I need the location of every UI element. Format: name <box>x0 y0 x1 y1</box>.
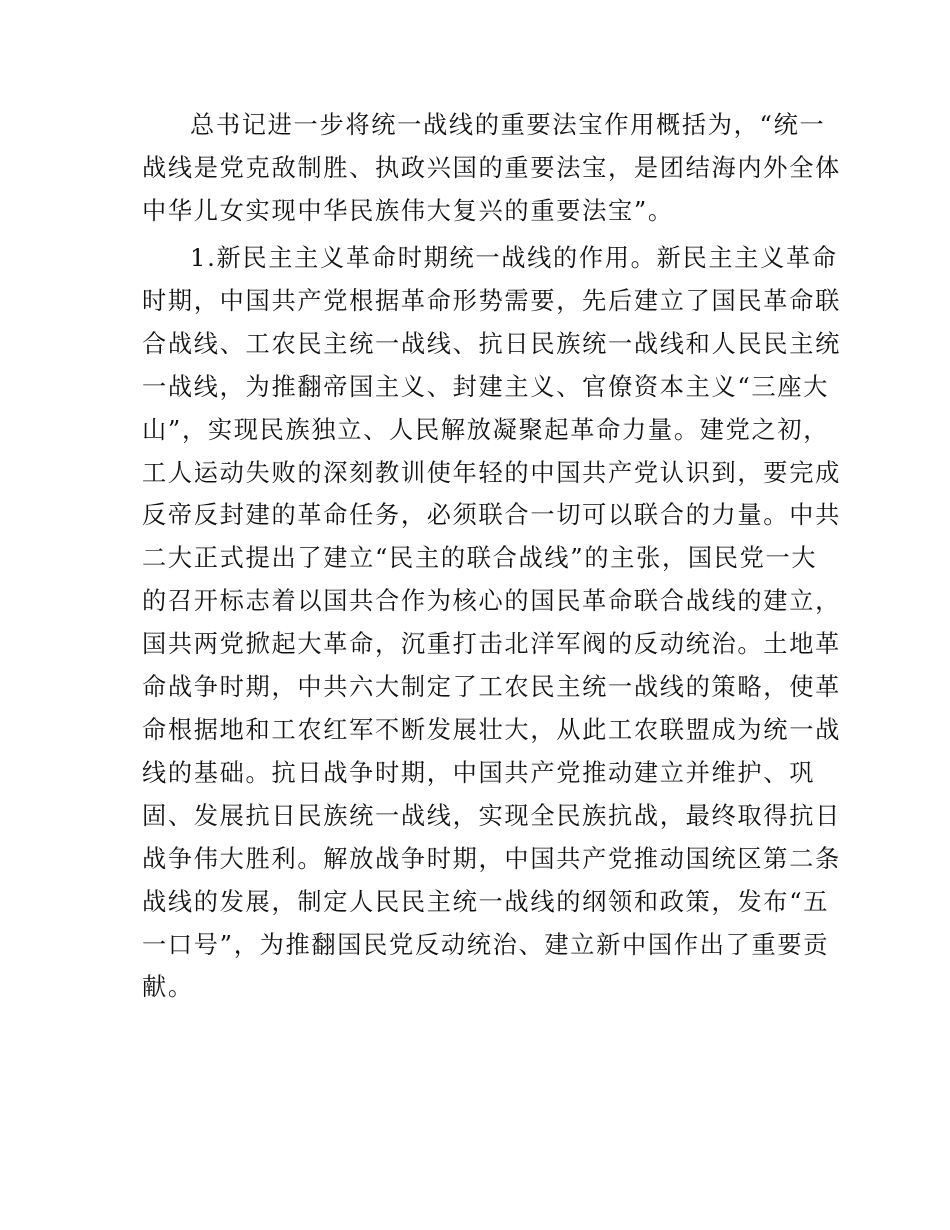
paragraph-1 <box>142 104 841 233</box>
text-line: 战线的发展，制定人民民主统一战线的纲领和政策，发布“五 <box>142 887 830 916</box>
text-line: 战线是党克敌制胜、执政兴国的重要法宝，是团结海内外全体 <box>142 153 841 182</box>
paragraph-text <box>142 237 841 1009</box>
text-line: 命战争时期，中共六大制定了工农民主统一战线的策略，使革 <box>142 673 841 702</box>
text-line: 反帝反封建的革命任务，必须联合一切可以联合的力量。中共 <box>142 501 841 530</box>
text-line: 战争伟大胜利。解放战争时期，中国共产党推动国统区第二条 <box>142 844 841 873</box>
text-line: 总书记进一步将统一战线的重要法宝作用概括为，“统一 <box>190 111 826 139</box>
paragraph-2 <box>142 237 841 1009</box>
text-line: 的召开标志着以国共合作为核心的国民革命联合战线的建立， <box>142 587 841 616</box>
text-line: 中华儿女实现中华民族伟大复兴的重要法宝”。 <box>142 196 674 225</box>
text-line: 时期，中国共产党根据革命形势需要，先后建立了国民革命联 <box>142 286 841 315</box>
paragraph-text <box>142 104 841 233</box>
text-line: 工人运动失败的深刻教训使年轻的中国共产党认识到，要完成 <box>142 458 841 487</box>
text-line: 合战线、工农民主统一战线、抗日民族统一战线和人民民主统 <box>142 329 841 358</box>
text-line: 二大正式提出了建立“民主的联合战线”的主张，国民党一大 <box>142 544 818 573</box>
text-line: 一战线，为推翻帝国主义、封建主义、官僚资本主义“三座大 <box>142 372 830 401</box>
text-line: 线的基础。抗日战争时期，中国共产党推动建立并维护、巩 <box>142 758 816 787</box>
text-line: 命根据地和工农红军不断发展壮大，从此工农联盟成为统一战 <box>142 715 841 744</box>
text-line: 山”，实现民族独立、人民解放凝聚起革命力量。建党之初， <box>142 415 830 444</box>
text-line: 1.新民主主义革命时期统一战线的作用。新民主主义革命 <box>190 244 838 272</box>
text-line: 固、发展抗日民族统一战线，实现全民族抗战，最终取得抗日 <box>142 801 841 830</box>
text-line: 献。 <box>142 973 194 1002</box>
text-line: 一口号”，为推翻国民党反动统治、建立新中国作出了重要贡 <box>142 930 830 959</box>
text-line: 国共两党掀起大革命，沉重打击北洋军阀的反动统治。土地革 <box>142 630 841 659</box>
